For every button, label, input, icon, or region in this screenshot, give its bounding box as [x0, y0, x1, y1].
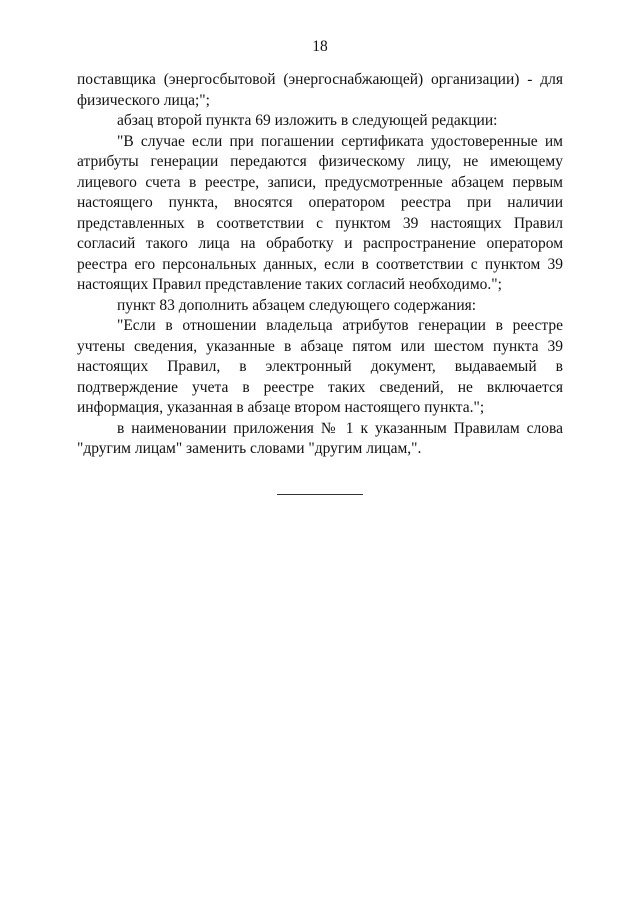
- end-divider-line: [277, 494, 363, 495]
- paragraph-continuation: поставщика (энергосбытовой (энергоснабжающей) организации) - для физического лица;";: [77, 71, 563, 109]
- document-body: [77, 70, 563, 460]
- page-number: 18: [312, 38, 328, 55]
- paragraph-amendment-69: абзац второй пункта 69 изложить в следующей редакции:: [117, 112, 498, 129]
- paragraph-amendment-83: пункт 83 дополнить абзацем следующего содержания:: [117, 296, 477, 314]
- paragraph-quoted-69: "В случае если при погашении сертификата удостоверенные им атрибуты генерации передаются физическому лицу, не имеющему лицевого счета в реестре, записи, предусмотренные абзацем первым настоящего пункта, вносятся оператором реестра при наличии представленных в соответствии с пунктом 39 настоящих Правил согласий такого лица на обработку и распространение оператором реестра его персональных данных, если в соответствии с пунктом 39 настоящих Правил представление таких согласий необходимо.";: [77, 132, 563, 293]
- paragraph-quoted-83: "Если в отношении владельца атрибутов генерации в реестре учтены сведения, указанные в абзаце пятом или шестом пункта 39 настоящих Правил, в электронный документ, выдаваемый в подтверждение учета в реестре таких сведений, не включается информация, указанная в абзаце втором настоящего пункта.";: [77, 317, 563, 416]
- paragraph-appendix-1: в наименовании приложения № 1 к указанным Правилам слова "другим лицам" заменить словами "другим лицам,".: [77, 419, 563, 457]
